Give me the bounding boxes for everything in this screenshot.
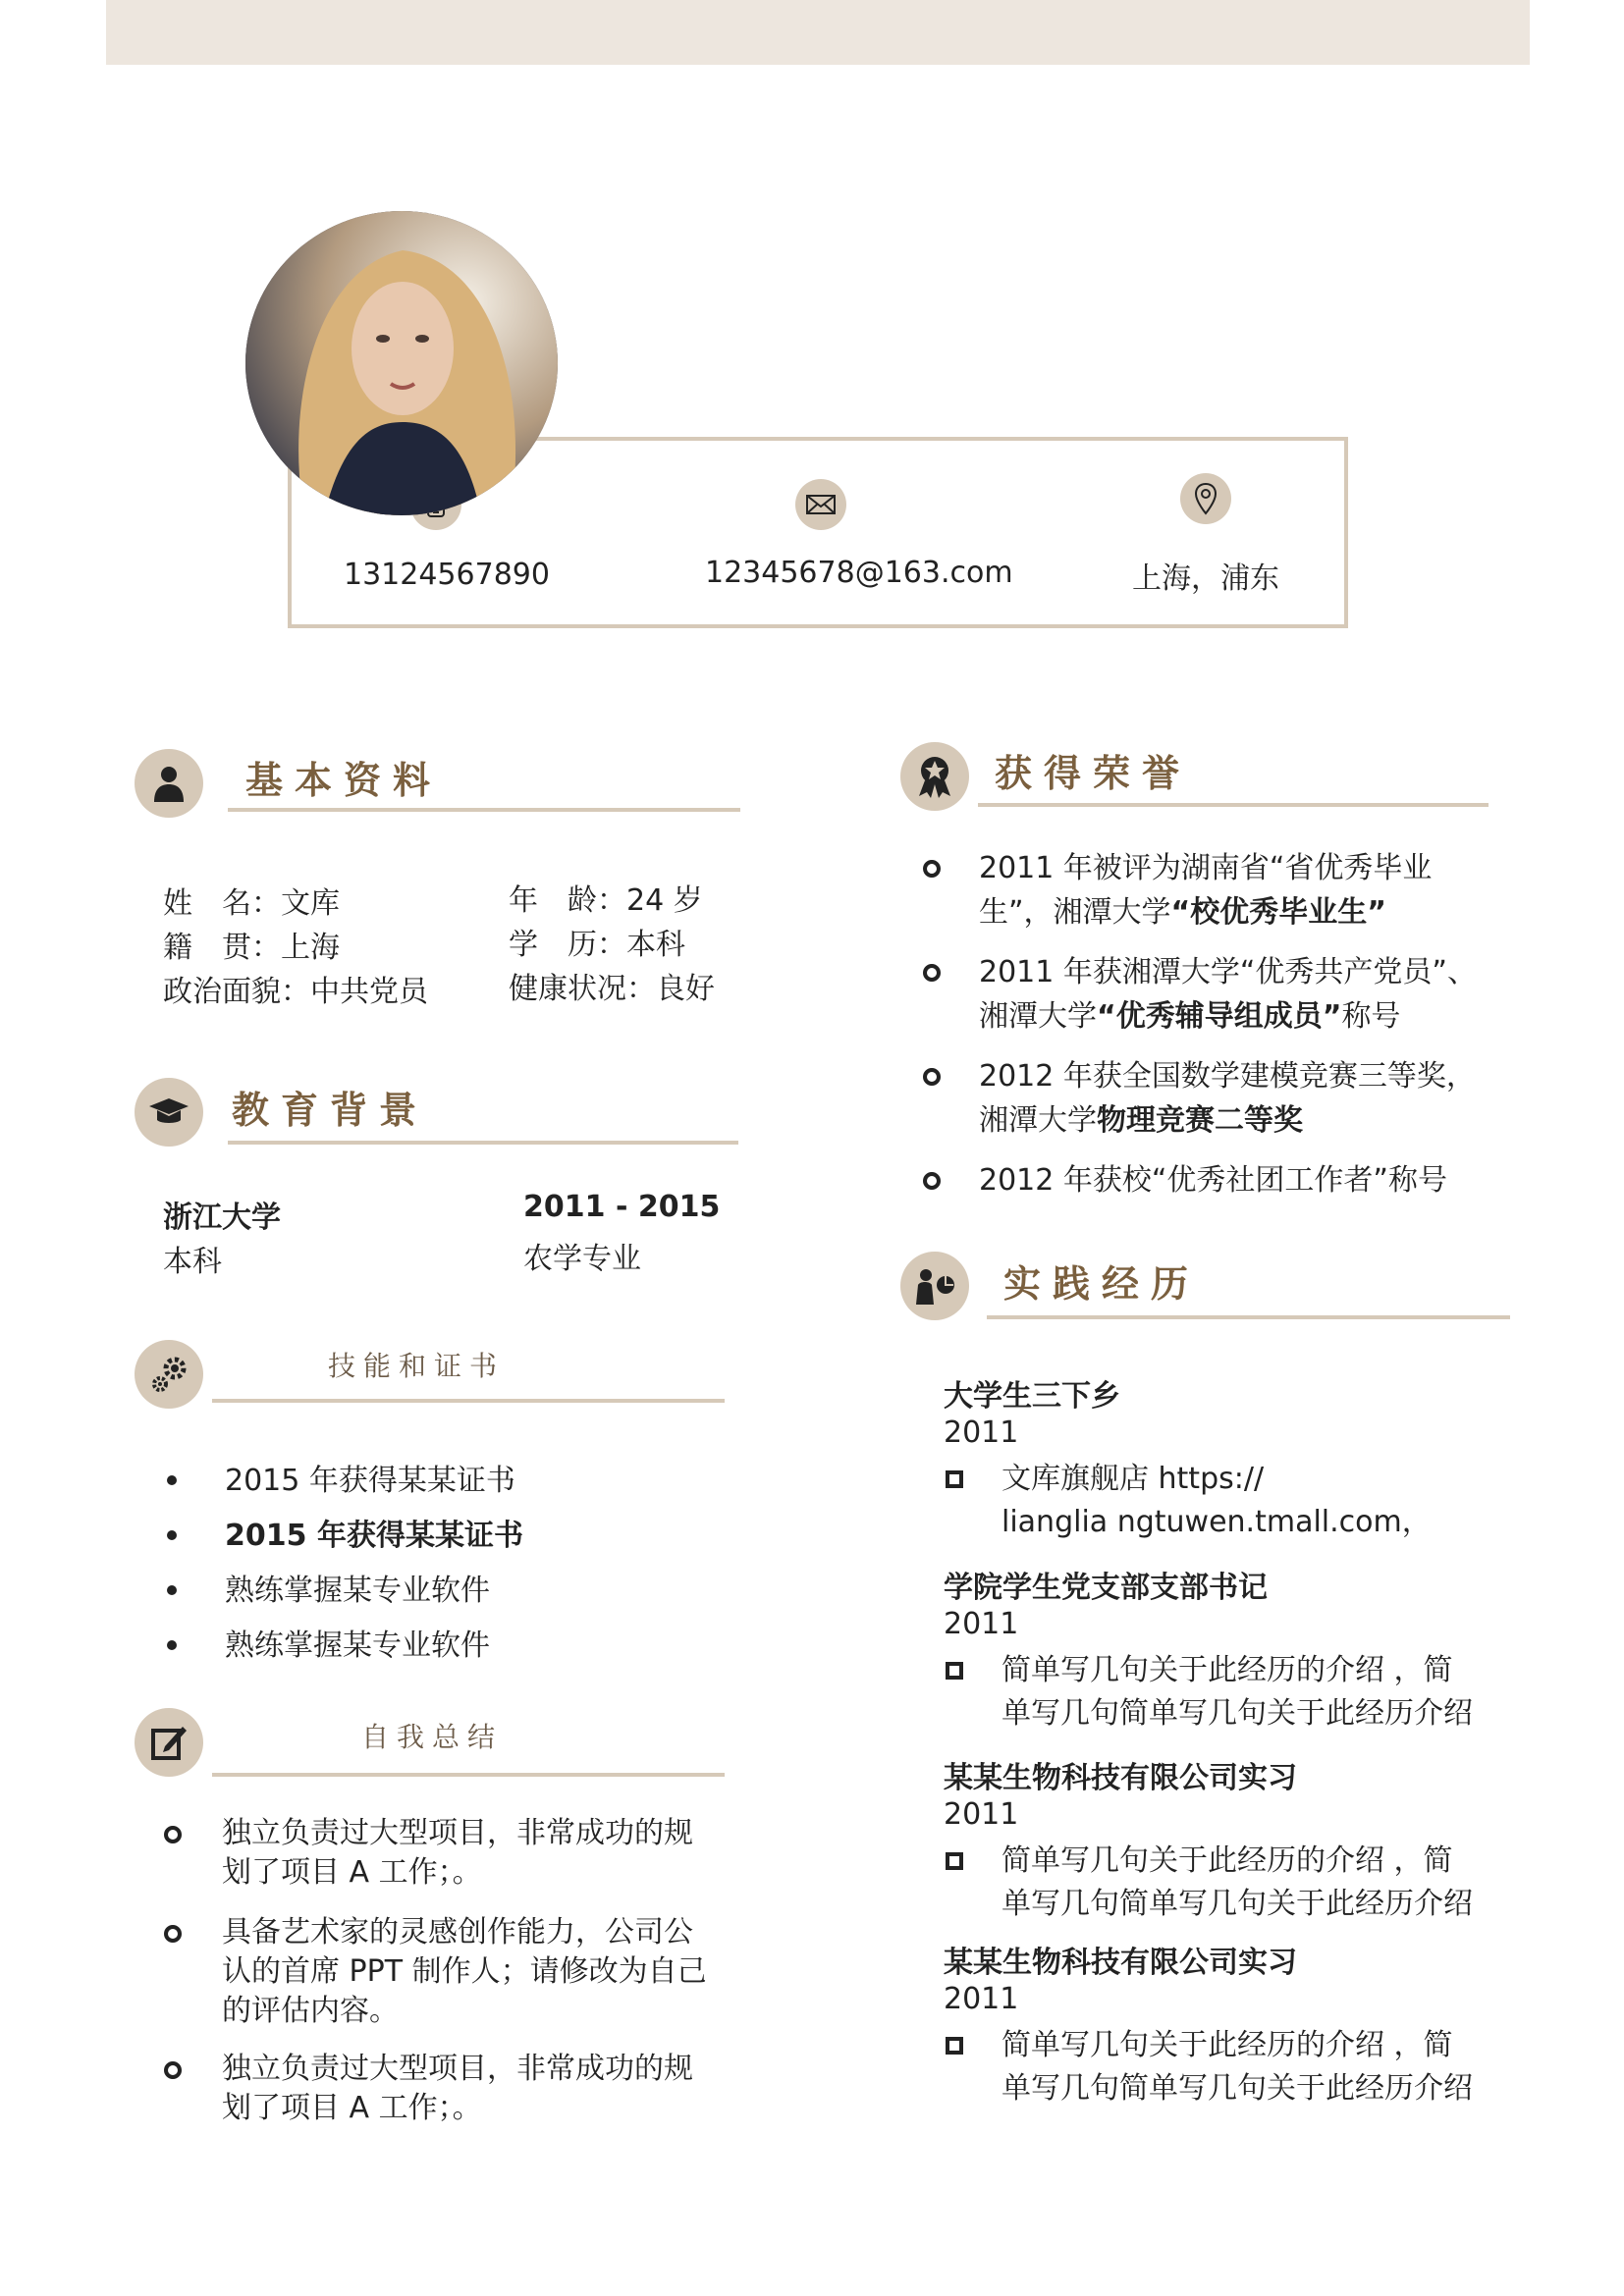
location-text: 上海，浦东 (1132, 561, 1279, 596)
experience-desc: 简单写几句关于此经历的介绍 ，简 单写几句简单写几句关于此经历介绍 (1001, 1653, 1473, 1731)
hometown-row: 籍 贯：上海 (163, 931, 340, 965)
bullet (164, 1925, 182, 1943)
skill-item: 熟练掌握某专业软件 (225, 1629, 490, 1663)
mail-icon (795, 479, 846, 530)
email-text: 12345678@163.com (705, 556, 1013, 590)
skills-divider (212, 1399, 725, 1403)
graduation-cap-icon (135, 1078, 203, 1147)
location-icon (1180, 473, 1231, 524)
bullet (167, 1530, 177, 1540)
skill-item: 2015 年获得某某证书 (225, 1519, 523, 1553)
bullet (946, 1470, 963, 1488)
bullet (167, 1585, 177, 1595)
bullet (167, 1475, 177, 1485)
person-icon (135, 749, 203, 818)
honor-item: 2012 年获全国数学建模竞赛三等奖， 湘潭大学物理竞赛二等奖 (979, 1059, 1476, 1138)
experience-year: 2011 (944, 1982, 1019, 2016)
bullet (164, 2061, 182, 2079)
political-row: 政治面貌：中共党员 (163, 975, 428, 1009)
practice-divider (987, 1315, 1510, 1319)
basic-info-divider (228, 808, 740, 812)
bullet (923, 860, 941, 878)
summary-title: 自我总结 (361, 1721, 504, 1753)
skills-title: 技能和证书 (328, 1350, 506, 1382)
experience-year: 2011 (944, 1607, 1019, 1641)
education-title: 教育背景 (232, 1089, 429, 1132)
bullet (164, 1826, 182, 1843)
honor-item: 2011 年被评为湖南省“省优秀毕业 生”，湘潭大学“校优秀毕业生” (979, 851, 1433, 930)
honors-title: 获得荣誉 (995, 752, 1192, 795)
experience-title: 某某生物科技有限公司实习 (944, 1761, 1297, 1795)
basic-info-title: 基本资料 (245, 759, 443, 802)
name-row: 姓 名：文库 (163, 886, 340, 921)
bullet (923, 1172, 941, 1190)
summary-divider (212, 1773, 725, 1777)
experience-desc: 简单写几句关于此经历的介绍 ，简 单写几句简单写几句关于此经历介绍 (1001, 1843, 1473, 1921)
education-years: 2011 - 2015 (523, 1190, 721, 1224)
experience-title: 大学生三下乡 (944, 1379, 1120, 1414)
summary-item: 具备艺术家的灵感创作能力，公司公 认的首席 PPT 制作人；请修改为自己 的评估内容。 (222, 1915, 707, 2028)
degree-row: 学 历：本科 (509, 928, 685, 962)
edit-icon (135, 1708, 203, 1777)
school-name: 浙江大学 (163, 1201, 281, 1235)
experience-title: 学院学生党支部支部书记 (944, 1571, 1268, 1605)
education-level: 本科 (163, 1245, 222, 1279)
education-divider (228, 1141, 738, 1145)
honor-item: 2012 年获校“优秀社团工作者”称号 (979, 1163, 1447, 1198)
honor-item: 2011 年获湘潭大学“优秀共产党员”、 湘潭大学“优秀辅导组成员”称号 (979, 955, 1477, 1034)
profile-photo (245, 211, 558, 515)
honors-divider (978, 803, 1489, 807)
age-row: 年 龄：24 岁 (509, 883, 703, 918)
experience-desc: 简单写几句关于此经历的介绍 ，简 单写几句简单写几句关于此经历介绍 (1001, 2028, 1473, 2106)
bullet (167, 1640, 177, 1650)
bullet (923, 964, 941, 982)
summary-item: 独立负责过大型项目，非常成功的规 划了项目 A 工作；。 (222, 1816, 693, 1890)
presentation-icon (900, 1252, 969, 1320)
header-band (106, 0, 1530, 65)
practice-title: 实践经历 (1003, 1262, 1201, 1306)
summary-item: 独立负责过大型项目，非常成功的规 划了项目 A 工作；。 (222, 2052, 693, 2125)
bullet (946, 2037, 963, 2055)
health-row: 健康状况：良好 (509, 972, 715, 1006)
skill-item: 熟练掌握某专业软件 (225, 1574, 490, 1608)
skill-item: 2015 年获得某某证书 (225, 1464, 515, 1498)
bullet (946, 1662, 963, 1680)
bullet (946, 1852, 963, 1870)
phone-text: 13124567890 (344, 558, 550, 592)
experience-title: 某某生物科技有限公司实习 (944, 1946, 1297, 1980)
experience-desc: 文库旗舰店 https:// lianglia ngtuwen.tmall.com， (1001, 1462, 1432, 1539)
gears-icon (135, 1340, 203, 1409)
experience-year: 2011 (944, 1797, 1019, 1832)
award-icon (900, 742, 969, 811)
bullet (923, 1068, 941, 1086)
education-major: 农学专业 (523, 1242, 641, 1276)
experience-year: 2011 (944, 1415, 1019, 1450)
